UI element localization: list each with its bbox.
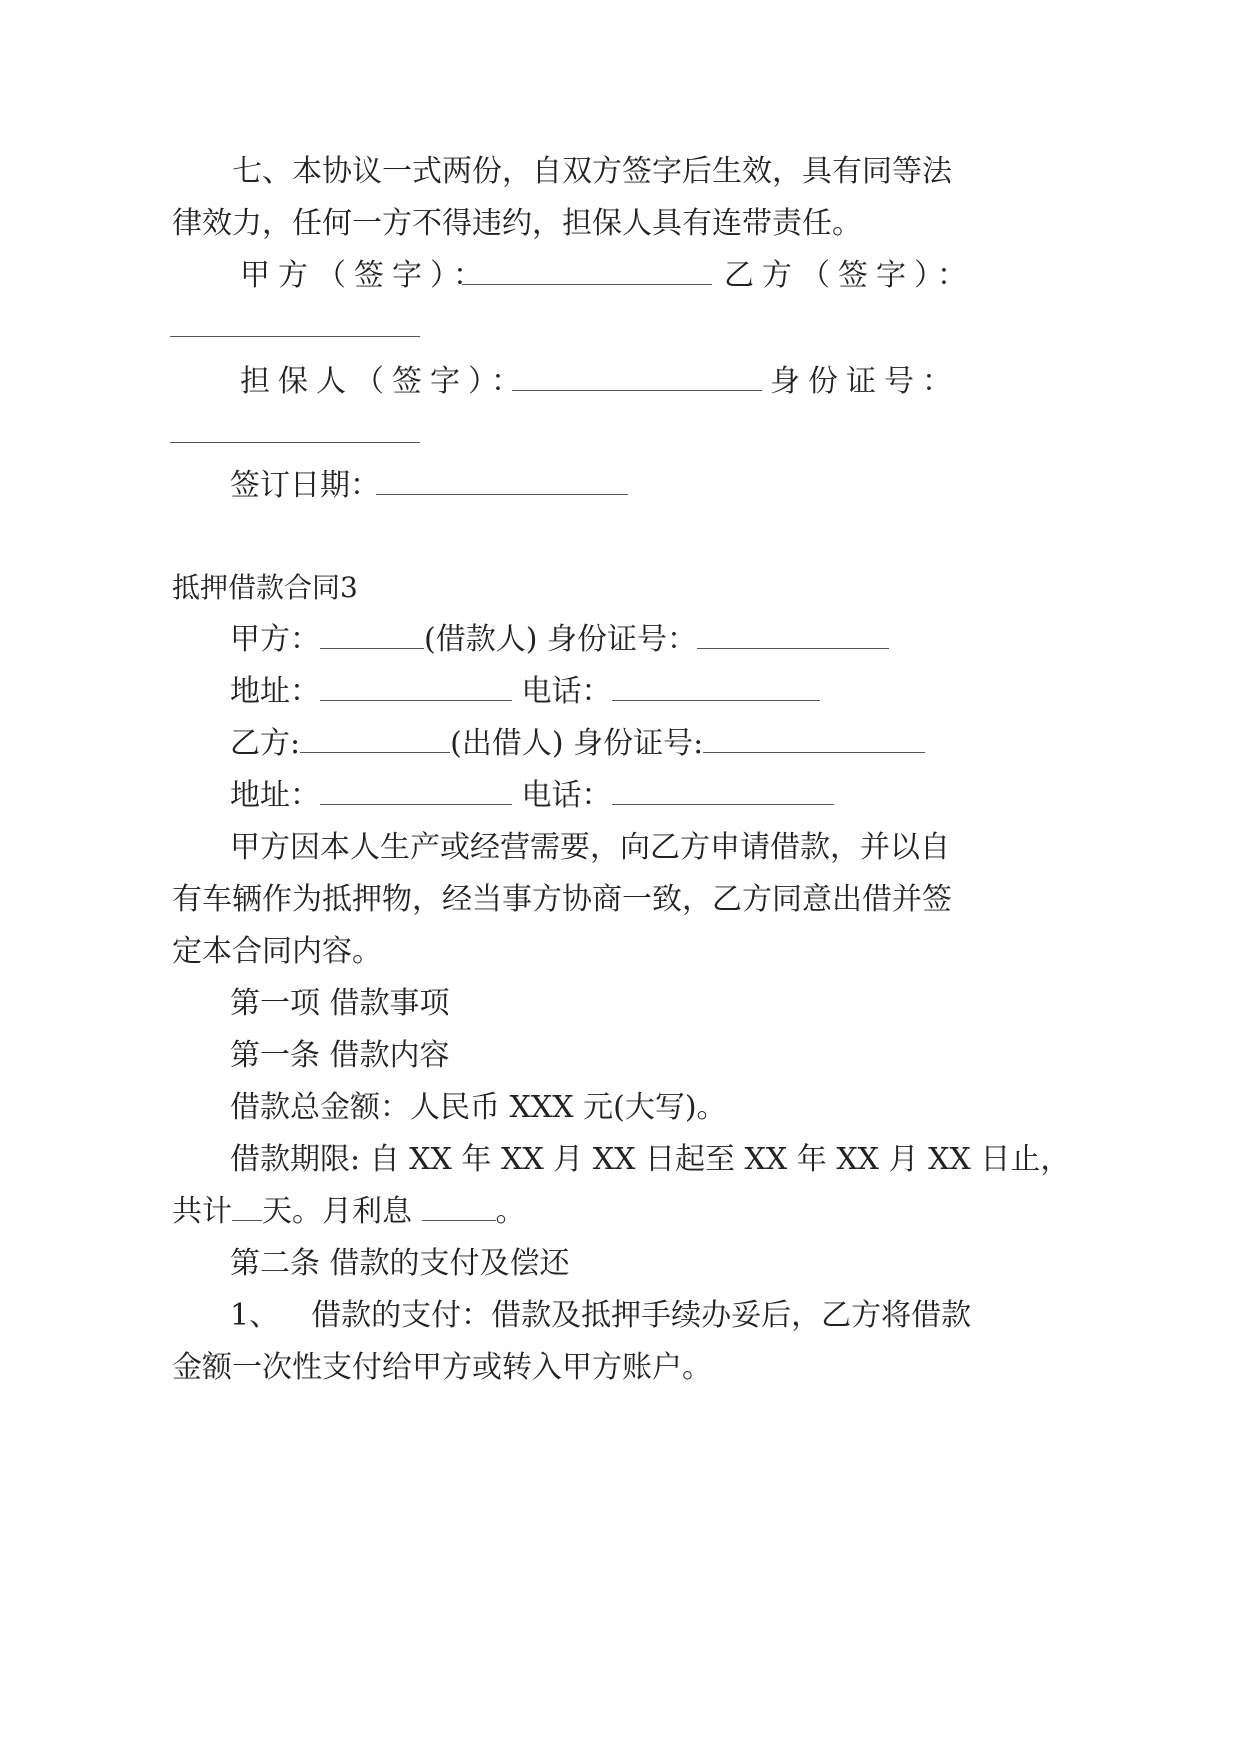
contract-title: 抵押借款合同3 — [172, 571, 358, 604]
party-a-signature-line — [462, 258, 712, 285]
party-a-phone-label: 电话： — [521, 674, 612, 709]
intro-line3: 定本合同内容。 — [172, 934, 382, 969]
party-a-label: 甲方： — [230, 622, 320, 657]
party-b-signature-line — [170, 310, 420, 337]
intro-line1: 甲方因本人生产或经营需要，向乙方申请借款，并以自 — [230, 830, 950, 865]
term-end-mark: 。 — [495, 1194, 526, 1229]
party-b-phone-label: 电话： — [521, 778, 612, 813]
guarantor-signature-label: 担保人（签字）： — [240, 364, 529, 399]
clause7-line2: 律效力，任何一方不得违约，担保人具有连带责任。 — [172, 206, 862, 241]
party-b-role: (出借人) — [450, 726, 564, 761]
party-a-address-line — [320, 674, 512, 701]
term-days-line — [232, 1194, 262, 1221]
term-total-label: 共计 — [172, 1194, 232, 1229]
party-a-id-line — [697, 622, 889, 649]
party-a-phone-line — [612, 674, 820, 701]
article2-heading: 第二条 借款的支付及偿还 — [230, 1246, 570, 1281]
party-a-id-label: 身份证号： — [546, 622, 697, 657]
party-a-address-row — [230, 672, 820, 712]
party-a-role: (借款人) — [424, 622, 538, 657]
article1-heading: 第一条 借款内容 — [230, 1038, 450, 1073]
item1-heading: 第一项 借款事项 — [230, 986, 450, 1021]
party-b-id-line — [703, 726, 925, 753]
guarantor-id-line — [170, 416, 420, 443]
party-b-phone-line — [612, 778, 834, 805]
clause7-line1: 七、本协议一式两份，自双方签字后生效，具有同等法 — [232, 154, 952, 189]
sign-date-label: 签订日期： — [230, 468, 380, 503]
loan-term-line2 — [172, 1192, 526, 1232]
payment-text: 借款的支付：借款及抵押手续办妥后，乙方将借款 — [311, 1298, 972, 1333]
party-b-address-row — [230, 776, 834, 816]
party-b-row — [230, 724, 925, 764]
guarantor-signature-line — [512, 364, 762, 391]
party-a-row — [230, 620, 889, 660]
term-interest-label: 天。月利息 — [262, 1194, 412, 1229]
payment-line1 — [230, 1296, 971, 1336]
party-a-name-line — [320, 622, 424, 649]
party-a-address-label: 地址： — [230, 674, 320, 709]
sign-date-line — [376, 468, 628, 495]
interest-line — [422, 1194, 496, 1221]
party-b-label: 乙方: — [230, 726, 301, 761]
guarantor-id-label: 身份证号： — [770, 364, 960, 399]
party-b-id-label: 身份证号: — [573, 726, 704, 761]
party-b-signature-label: 乙方（签字）： — [724, 258, 975, 293]
intro-line2: 有车辆作为抵押物，经当事方协商一致，乙方同意出借并签 — [172, 882, 952, 917]
party-b-address-label: 地址： — [230, 778, 320, 813]
payment-number: 1、 — [230, 1298, 280, 1333]
payment-line2: 金额一次性支付给甲方或转入甲方账户。 — [172, 1350, 712, 1385]
loan-amount: 借款总金额：人民币 XXX 元(大写)。 — [230, 1090, 727, 1125]
loan-term-line1: 借款期限: 自 XX 年 XX 月 XX 日起至 XX 年 XX 月 XX 日止， — [230, 1142, 1071, 1177]
party-b-address-line — [320, 778, 512, 805]
party-b-name-line — [300, 726, 450, 753]
party-a-signature-label: 甲方（签字）： — [240, 258, 491, 293]
